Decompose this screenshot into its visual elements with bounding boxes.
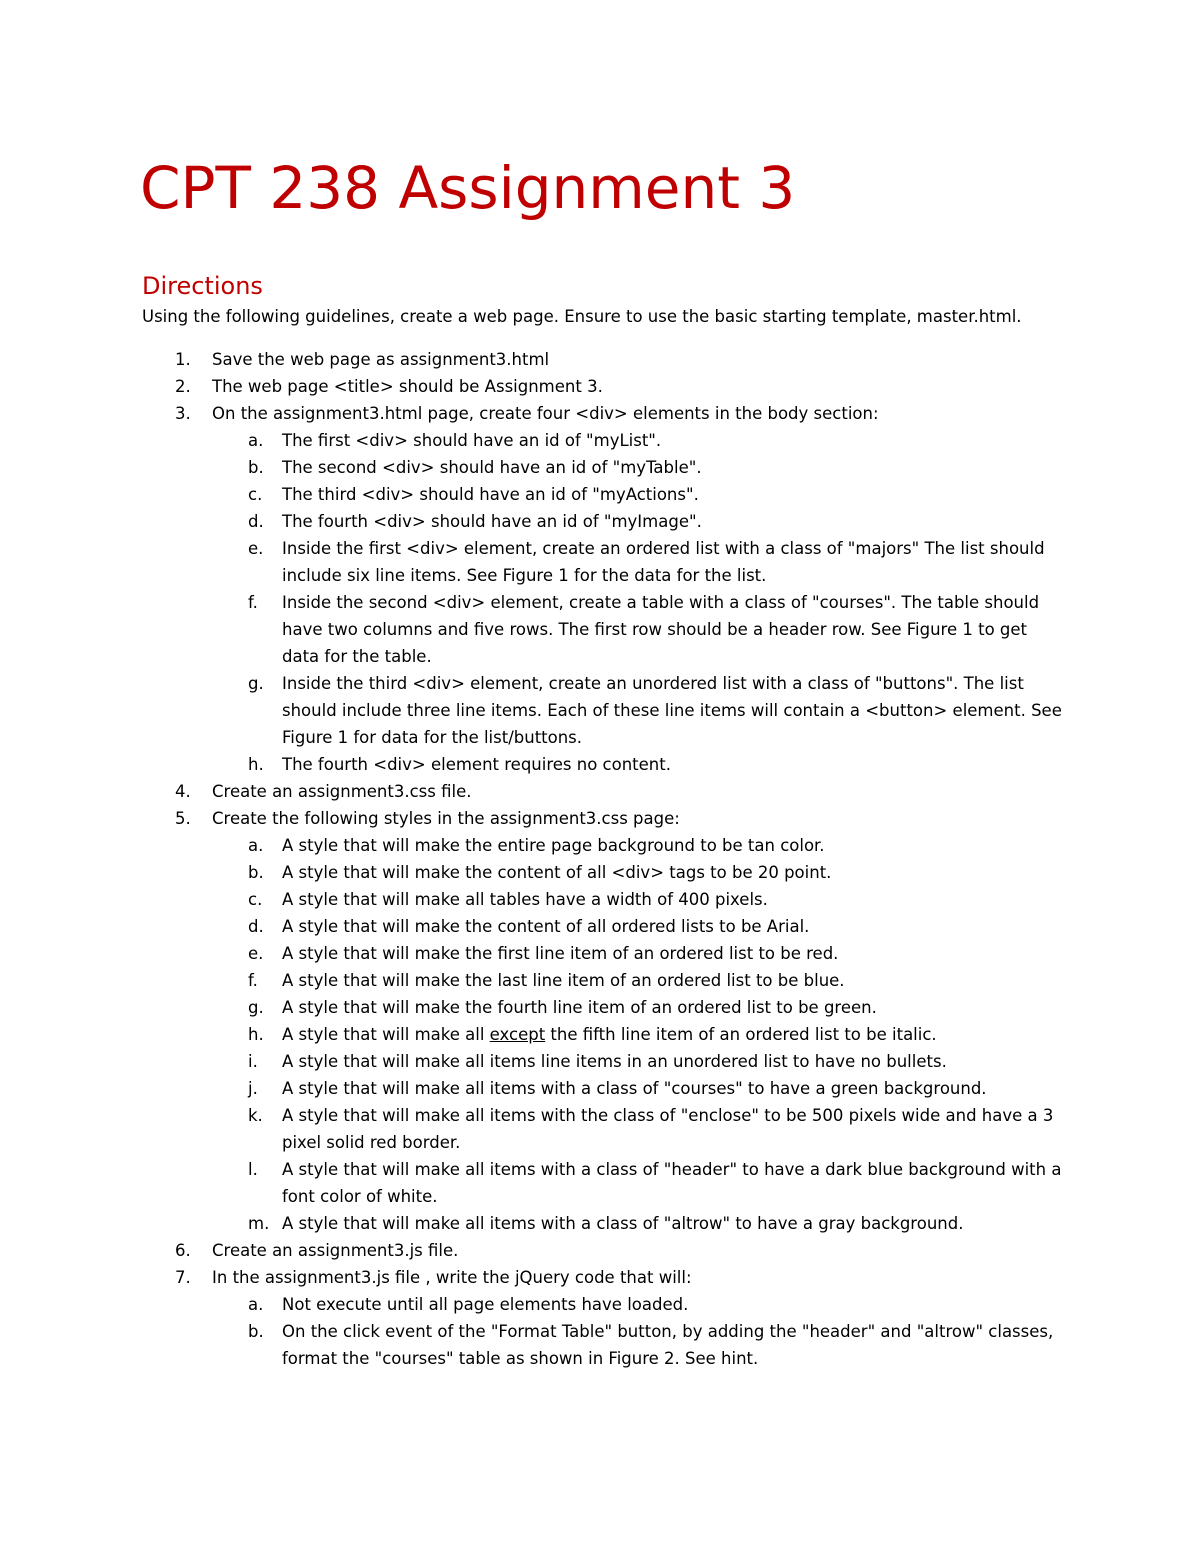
step-item [0,778,1200,805]
substep-item [0,1048,1062,1075]
step-item [0,400,1200,427]
substep-text: A style that will make the content of all <div> tags to be 20 point. [282,863,832,882]
substep-letter: a. [248,1295,264,1314]
substep-item [0,940,1062,967]
substep-text-after: the fifth line item of an ordered list to be italic. [545,1025,937,1044]
substep-text: A style that will make all items with a class of "header" to have a dark blue background with a font color of white. [282,1160,1062,1206]
step-number: 4. [175,782,191,801]
substep-text: Inside the first <div> element, create an ordered list with a class of "majors" The list should include six line items. See Figure 1 for the data for the list. [282,539,1045,585]
substep-item [0,913,1062,940]
substep-letter: d. [248,917,264,936]
substep-item [0,859,1062,886]
substep-text: A style that will make all tables have a width of 400 pixels. [282,890,768,909]
step-text: Create an assignment3.js file. [212,1241,459,1260]
substep-item [0,508,1062,535]
substep-letter: f. [248,593,258,612]
substep-item [0,1156,1062,1210]
step-text: Create the following styles in the assignment3.css page: [212,809,680,828]
step-text: Create an assignment3.css file. [212,782,472,801]
substep-text: A style that will make the first line item of an ordered list to be red. [282,944,839,963]
step-text: The web page <title> should be Assignment 3. [212,377,603,396]
substep-letter: b. [248,458,264,477]
step-text: In the assignment3.js file , write the jQuery code that will: [212,1268,692,1287]
substep-text: A style that will make the last line item of an ordered list to be blue. [282,971,845,990]
substep-letter: h. [248,1025,264,1044]
substep-letter: b. [248,1322,264,1341]
step-item [0,1237,1200,1264]
substep-letter: l. [248,1160,258,1179]
substep-letter: a. [248,836,264,855]
substep-text: Inside the third <div> element, create an unordered list with a class of "buttons". The list should include three line items. Each of these line items will contain a <button> element. See Figure 1 for data for the list/buttons. [282,674,1062,747]
substep-item [0,1210,1062,1237]
substep-letter: k. [248,1106,263,1125]
substep-text: The first <div> should have an id of "myList". [282,431,662,450]
substep-item [0,886,1062,913]
substep-item [0,1102,1062,1156]
substep-text: A style that will make all items line items in an unordered list to have no bullets. [282,1052,947,1071]
substep-letter: m. [248,1214,270,1233]
substep-letter: e. [248,539,264,558]
step-number: 1. [175,350,191,369]
directions-heading: Directions [142,272,263,300]
substep-text: A style that will make all items with the class of "enclose" to be 500 pixels wide and have a 3 pixel solid red border. [282,1106,1054,1152]
substep-item [0,1291,1062,1318]
substep-item [0,481,1062,508]
substep-item [0,427,1062,454]
substep-item [0,1021,1062,1048]
emphasized-word: except [489,1025,546,1044]
step-number: 6. [175,1241,191,1260]
substep-text: The fourth <div> should have an id of "myImage". [282,512,702,531]
substep-text: A style that will make the entire page background to be tan color. [282,836,825,855]
substep-item [0,832,1062,859]
substep-letter: g. [248,674,264,693]
substep-item [0,1318,1062,1372]
step-item [0,346,1200,373]
substep-item [0,454,1062,481]
substep-text: A style that will make all items with a class of "courses" to have a green background. [282,1079,987,1098]
step-text: Save the web page as assignment3.html [212,350,550,369]
substep-letter: h. [248,755,264,774]
substep-item [0,1075,1062,1102]
substep-letter: e. [248,944,264,963]
substep-text: Not execute until all page elements have loaded. [282,1295,689,1314]
substep-text: On the click event of the "Format Table" button, by adding the "header" and "altrow" classes, format the "courses" table as shown in Figure 2. See hint. [282,1322,1054,1368]
substep-letter: b. [248,863,264,882]
substep-text: Inside the second <div> element, create a table with a class of "courses". The table should have two columns and five rows. The first row should be a header row. See Figure 1 to get data for the table. [282,593,1040,666]
substep-letter: a. [248,431,264,450]
substep-item [0,967,1062,994]
substep-letter: c. [248,485,263,504]
substep-item [0,670,1062,751]
step-text: On the assignment3.html page, create four <div> elements in the body section: [212,404,879,423]
substep-letter: d. [248,512,264,531]
step-number: 2. [175,377,191,396]
substep-item [0,994,1062,1021]
substep-text: The fourth <div> element requires no content. [282,755,671,774]
document-title: CPT 238 Assignment 3 [140,154,796,222]
step-item [0,373,1200,400]
substep-item [0,751,1062,778]
substep-text-before: A style that will make all [282,1025,490,1044]
substep-text: The third <div> should have an id of "myActions". [282,485,699,504]
substep-letter: c. [248,890,263,909]
step-number: 3. [175,404,191,423]
substep-text: A style that will make the fourth line item of an ordered list to be green. [282,998,877,1017]
intro-paragraph: Using the following guidelines, create a web page. Ensure to use the basic starting template, master.html. [142,307,1022,326]
substep-text: The second <div> should have an id of "myTable". [282,458,702,477]
substep-item [0,535,1062,589]
substep-letter: g. [248,998,264,1017]
substep-item [0,589,1062,670]
step-number: 7. [175,1268,191,1287]
step-number: 5. [175,809,191,828]
substep-text: A style that will make the content of all ordered lists to be Arial. [282,917,810,936]
substep-text: A style that will make all items with a class of "altrow" to have a gray background. [282,1214,964,1233]
instruction-list [0,346,1200,1372]
substep-letter: f. [248,971,258,990]
substep-letter: i. [248,1052,258,1071]
step-item [0,1264,1200,1291]
step-item [0,805,1200,832]
substep-letter: j. [248,1079,258,1098]
